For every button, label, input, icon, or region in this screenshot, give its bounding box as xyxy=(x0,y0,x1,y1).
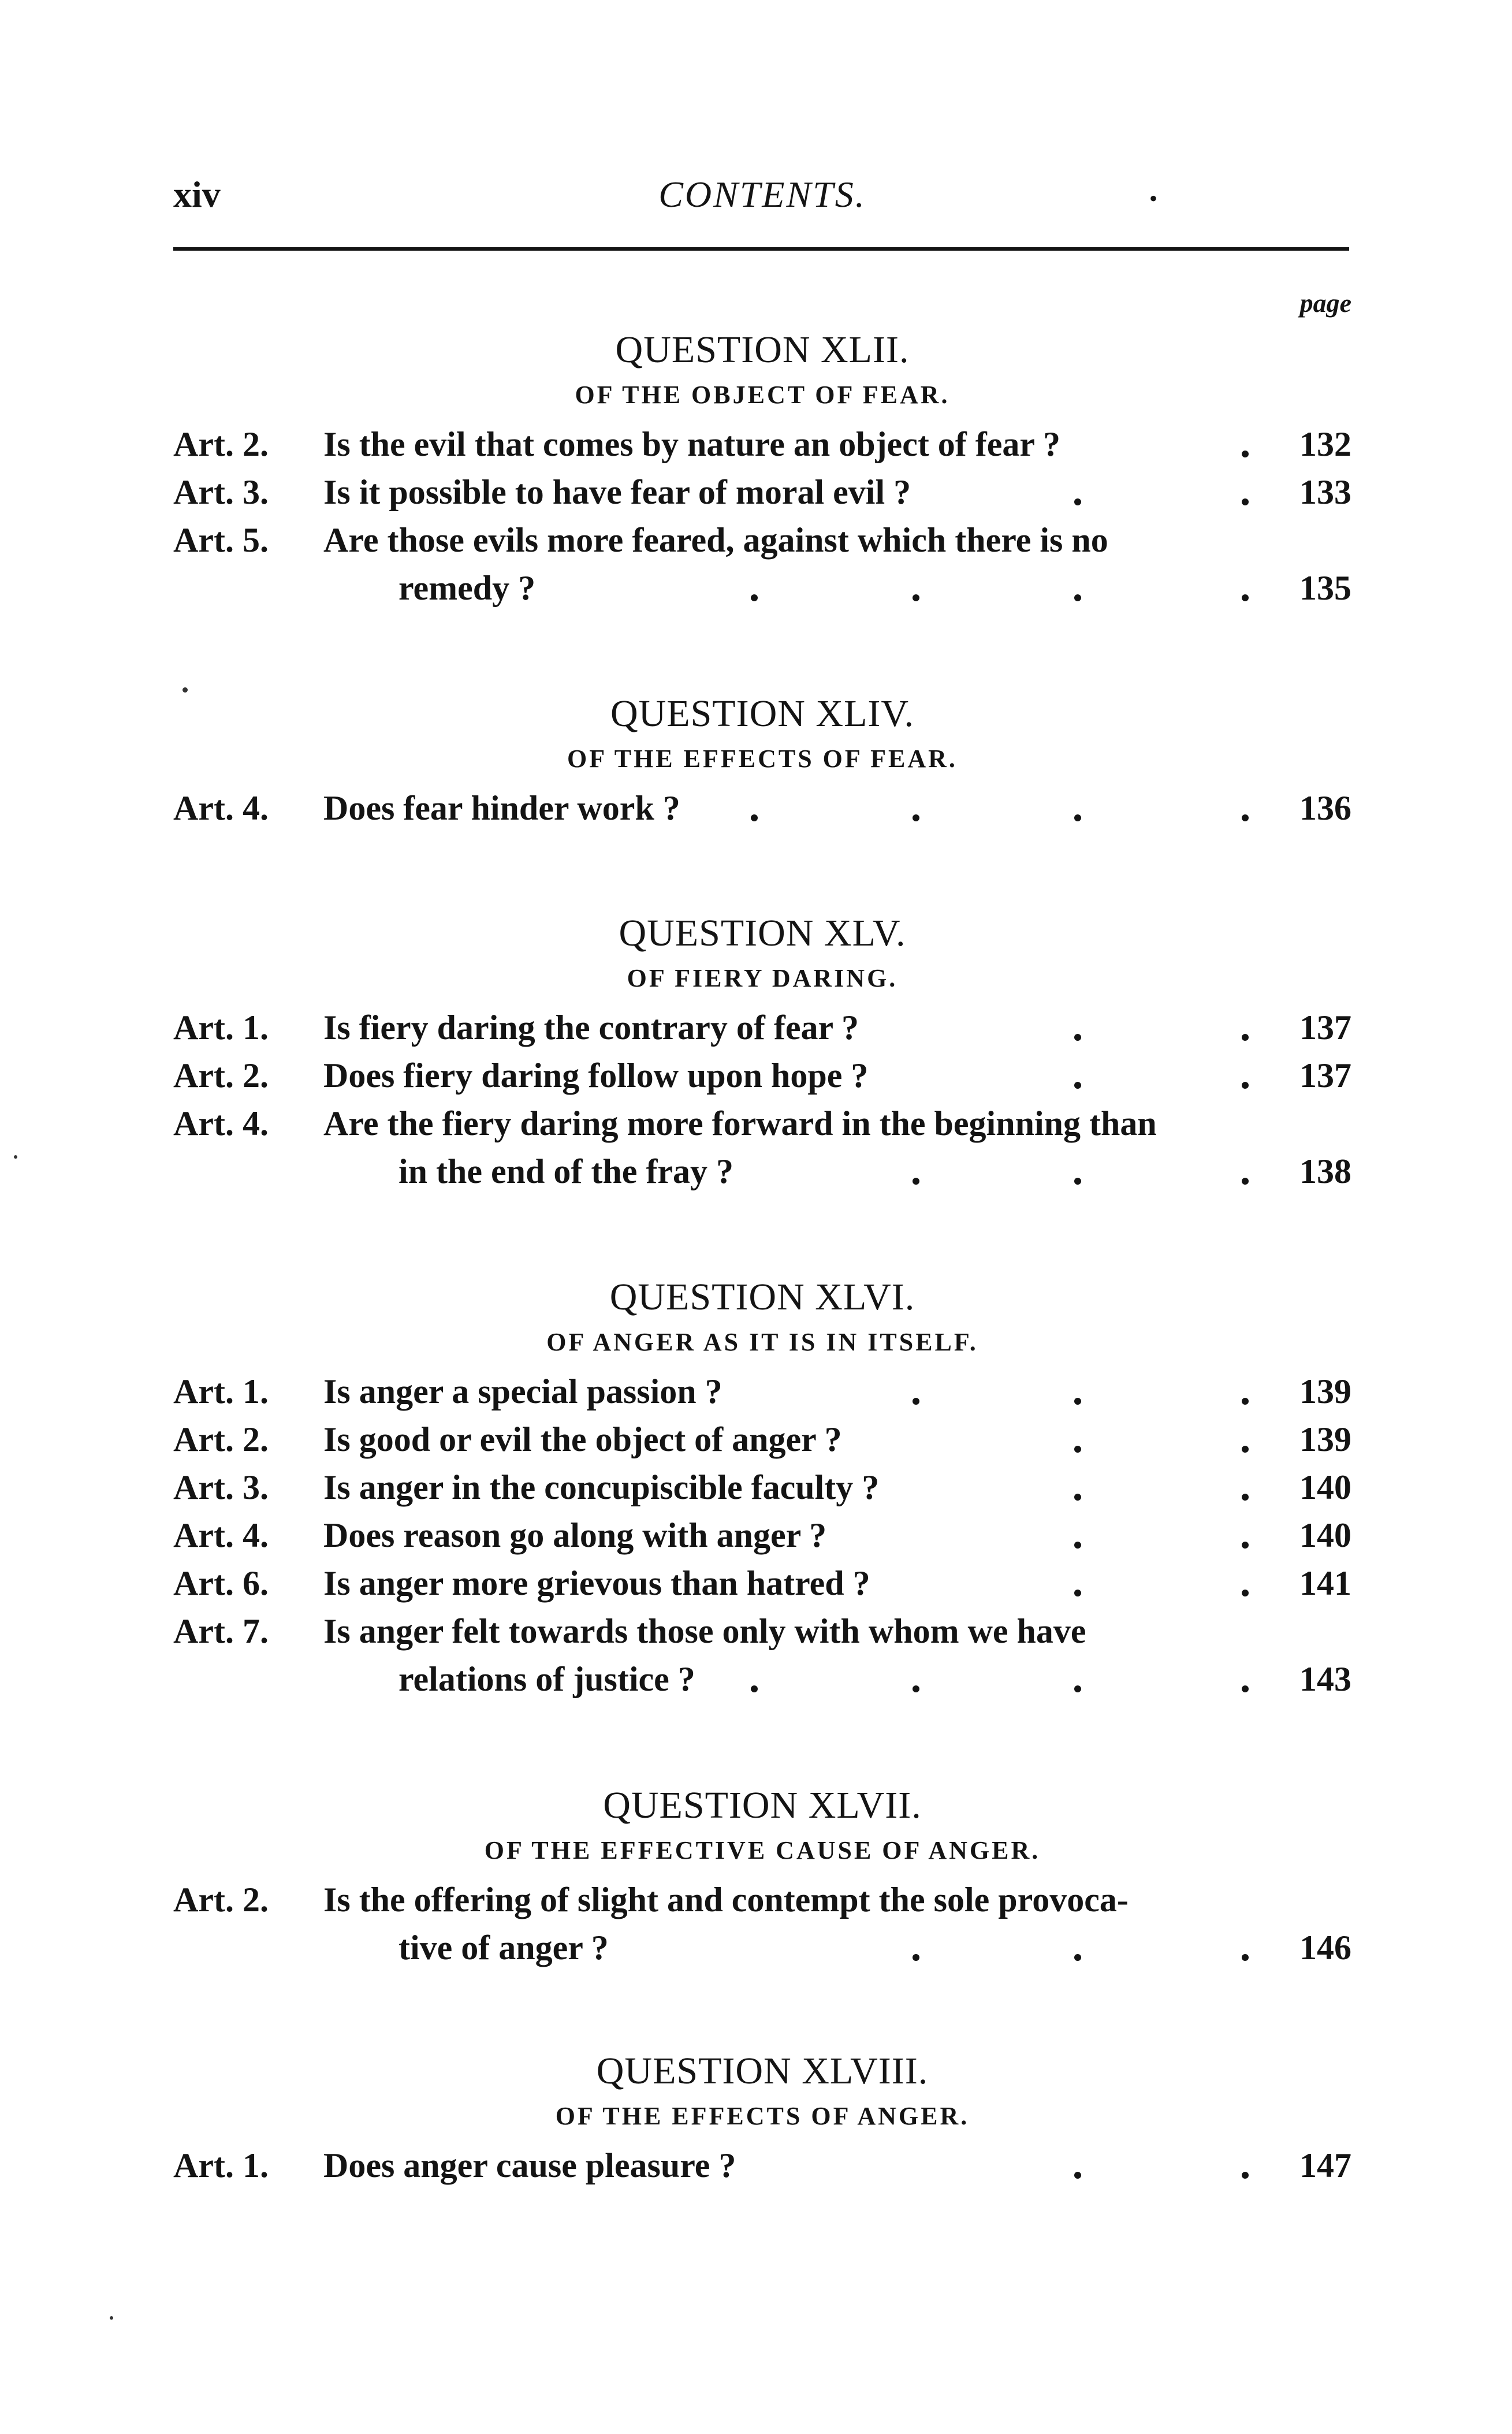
article-number: Art. 4. xyxy=(173,1516,269,1554)
article-number: Art. 4. xyxy=(173,1104,269,1142)
article-question-continuation: remedy ? xyxy=(399,569,536,607)
question-subject: OF THE EFFECTS OF ANGER. xyxy=(555,2102,970,2130)
page-number: 147 xyxy=(1299,2146,1351,2184)
article-question: Is anger more grievous than hatred ? xyxy=(323,1564,870,1602)
article-question: Is good or evil the object of anger ? xyxy=(323,1420,842,1458)
article-question: Does fear hinder work ? xyxy=(323,789,680,827)
dot-leader xyxy=(751,2142,1259,2190)
toc-entry xyxy=(173,1416,1351,1464)
page-number: 143 xyxy=(1299,1660,1351,1698)
toc-entry xyxy=(173,1052,1351,1100)
article-number: Art. 2. xyxy=(173,425,269,463)
dot-leader xyxy=(751,1004,1259,1052)
toc-entry xyxy=(173,1876,1351,1972)
article-number: Art. 3. xyxy=(173,1468,269,1506)
toc-section xyxy=(173,907,1351,1196)
article-number: Art. 7. xyxy=(173,1612,269,1650)
dot-leader xyxy=(751,1368,1259,1416)
question-heading: QUESTION XLV. xyxy=(619,912,906,954)
page-number: 138 xyxy=(1299,1152,1351,1190)
toc-entry xyxy=(173,516,1351,612)
article-number: Art. 2. xyxy=(173,1420,269,1458)
question-subject: OF THE EFFECTS OF FEAR. xyxy=(567,745,958,773)
page-title: CONTENTS. xyxy=(658,174,866,215)
page-number: 137 xyxy=(1299,1056,1351,1095)
article-question-continuation: tive of anger ? xyxy=(399,1929,609,1967)
question-subject: OF ANGER AS IT IS IN ITSELF. xyxy=(546,1328,978,1356)
question-subject: OF THE EFFECTIVE CAUSE OF ANGER. xyxy=(484,1836,1041,1864)
article-question: Is fiery daring the contrary of fear ? xyxy=(323,1008,859,1047)
dot-leader xyxy=(751,468,1259,516)
dot-leader xyxy=(751,1416,1259,1464)
article-question: Is anger a special passion ? xyxy=(323,1372,723,1410)
article-question: Is the offering of slight and contempt the sole provoca- tive of anger ? xyxy=(323,1876,1259,1972)
article-number: Art. 5. xyxy=(173,521,269,559)
toc-entry xyxy=(173,468,1351,516)
toc-section xyxy=(173,2045,1351,2190)
toc-entry xyxy=(173,1607,1351,1703)
article-number: Art. 1. xyxy=(173,1372,269,1410)
page-number: 135 xyxy=(1299,569,1351,607)
page-number: 137 xyxy=(1299,1008,1351,1047)
dot-leader xyxy=(751,420,1259,468)
running-head xyxy=(173,173,1351,225)
article-question: Does reason go along with anger ? xyxy=(323,1516,827,1554)
toc-entry xyxy=(173,1368,1351,1416)
header-rule xyxy=(173,247,1349,251)
toc-entry xyxy=(173,1100,1351,1196)
page-number: 132 xyxy=(1299,425,1351,463)
toc-entry xyxy=(173,420,1351,468)
article-number: Art. 1. xyxy=(173,2146,269,2184)
toc-section xyxy=(173,687,1351,832)
article-question: Does anger cause pleasure ? xyxy=(323,2146,736,2184)
page-number: 133 xyxy=(1299,473,1351,511)
article-number: Art. 6. xyxy=(173,1564,269,1602)
dot-leader xyxy=(751,564,1259,612)
article-number: Art. 2. xyxy=(173,1056,269,1095)
page-number: 146 xyxy=(1299,1929,1351,1967)
page-number: 136 xyxy=(1299,789,1351,827)
dot-leader xyxy=(751,1148,1259,1196)
dot-leader xyxy=(751,1655,1259,1703)
article-question: Does fiery daring follow upon hope ? xyxy=(323,1056,869,1095)
dot-leader xyxy=(751,1464,1259,1512)
toc-entry xyxy=(173,1004,1351,1052)
question-heading: QUESTION XLIV. xyxy=(610,693,915,735)
article-number: Art. 3. xyxy=(173,473,269,511)
article-question: Is the evil that comes by nature an object of fear ? xyxy=(323,425,1060,463)
dot-leader xyxy=(751,1924,1259,1972)
question-heading: QUESTION XLVII. xyxy=(603,1784,922,1826)
article-number: Art. 1. xyxy=(173,1008,269,1047)
page-number: 140 xyxy=(1299,1516,1351,1554)
toc-entry xyxy=(173,1560,1351,1607)
question-subject: OF FIERY DARING. xyxy=(627,964,898,992)
dot-leader xyxy=(751,1052,1259,1100)
page-column-label: page xyxy=(1299,288,1351,318)
dot-leader xyxy=(751,1512,1259,1560)
page-number: 139 xyxy=(1299,1372,1351,1410)
toc-section xyxy=(173,323,1351,612)
question-subject: OF THE OBJECT OF FEAR. xyxy=(575,381,950,409)
dot-leader xyxy=(751,1560,1259,1607)
dot-leader xyxy=(751,784,1259,832)
toc-entry xyxy=(173,1464,1351,1512)
toc-entry xyxy=(173,784,1351,832)
print-speck xyxy=(110,2316,113,2320)
header-mark: • xyxy=(1149,185,1158,211)
article-question: Is anger in the concupiscible faculty ? xyxy=(323,1468,880,1506)
page-number: 139 xyxy=(1299,1420,1351,1458)
page-number: 140 xyxy=(1299,1468,1351,1506)
toc-section xyxy=(173,1779,1351,1972)
article-question: Is it possible to have fear of moral evil ? xyxy=(323,473,911,511)
toc-section xyxy=(173,1271,1351,1703)
page-folio: xiv xyxy=(173,174,221,215)
article-number: Art. 4. xyxy=(173,789,269,827)
article-question: Are the fiery daring more forward in the beginning than in the end of the fray ? xyxy=(323,1100,1259,1196)
print-speck xyxy=(14,1155,17,1159)
page-number: 141 xyxy=(1299,1564,1351,1602)
toc-entry xyxy=(173,2142,1351,2190)
article-question: Is anger felt towards those only with whom we have relations of justice ? xyxy=(323,1607,1259,1703)
toc-entry xyxy=(173,1512,1351,1560)
question-heading: QUESTION XLVI. xyxy=(609,1276,915,1318)
article-question-continuation: relations of justice ? xyxy=(399,1660,695,1698)
question-heading: QUESTION XLII. xyxy=(615,329,910,371)
article-question: Are those evils more feared, against which there is no remedy ? xyxy=(323,516,1259,612)
print-speck xyxy=(183,687,188,693)
question-heading: QUESTION XLVIII. xyxy=(596,2050,929,2092)
article-question-continuation: in the end of the fray ? xyxy=(399,1152,733,1190)
article-number: Art. 2. xyxy=(173,1881,269,1919)
